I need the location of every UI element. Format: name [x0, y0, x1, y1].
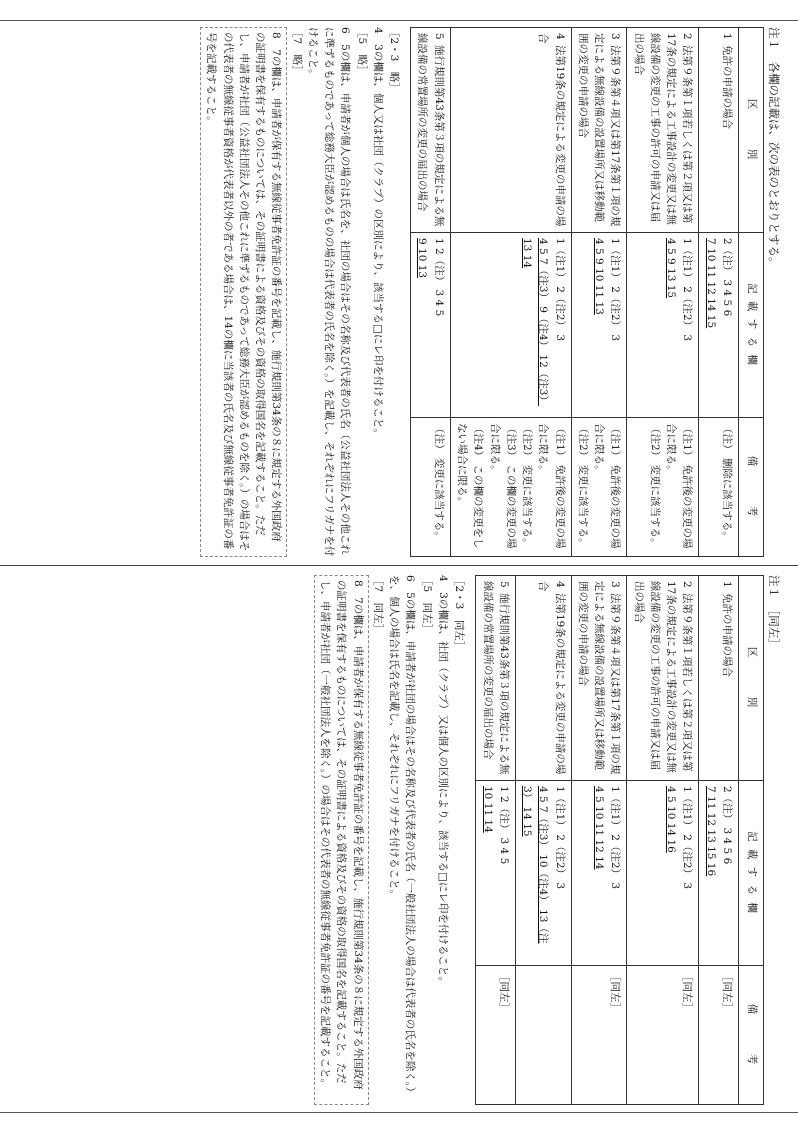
row-kubun: 5施行規則第43条第３項の規定による無線設備の常置場所の変更の届出の場合 [411, 28, 451, 233]
row-ran: 2（注） 3 4 5 6 7 10 11 12 14 15 [699, 233, 739, 418]
row-kubun: 2法第９条第１項若しくは第２項又は第17条の規定による工事設計の変更又は無線設備の変更の工事の許可の申請又は届出の場合 [627, 28, 699, 233]
row-kubun: 4法第19条の規定による変更の申請の場合 [515, 576, 571, 781]
column-ran: 記 載 す る 欄 [739, 233, 764, 418]
row-biko: ［同左］ [699, 966, 739, 1105]
row-ran: 1 2（注） 3 4 5 9 10 13 [411, 233, 451, 418]
table-row [450, 28, 571, 557]
column-kubun: 区 別 [739, 28, 764, 233]
note-line: ［2・3 略］ [388, 27, 401, 93]
row-biko [515, 966, 571, 1105]
panel-current [14, 575, 784, 1105]
row-ran: 1（注1） 2（注2） 3 4 5 7（注3） 9（注4） 12（注3） 13 14 [450, 233, 571, 418]
note-line: ［2・3 同左］ [453, 575, 466, 652]
row-ran: 1（注1） 2（注2） 3 4 5 10 14 16 [627, 781, 699, 966]
note-line: 6 5の欄は、申請者が個人の場合は氏名を、社団の場合はその名称及び代表者の氏名（公益社団法人その他これに準ずるものであって総務大臣が認めるものの場合は代表者の氏名を除く。）を記載し、それぞれにフリガナを付けること。 [306, 27, 352, 557]
table-row [571, 28, 627, 557]
row-biko: （注1） 免許後の変更の場合に限る。 （注2） 変更に該当する。 [571, 418, 627, 557]
column-kubun: 区 別 [739, 576, 764, 781]
row-kubun: 3法第９条第４項又は第17条第１項の規定による無線設備の設置場所又は移動範囲の変更の申請の場合 [571, 576, 627, 781]
table-row [411, 28, 451, 557]
note-heading: 注１ ［同左］ [767, 575, 781, 650]
note-line: 8 7の欄は、申請者が保有する無線従事者免許証の番号を記載し、施行規則第34条の８に規定する外国政府の証明書を保有するものについては、その証明書による資格及びその資格の取得国名を記載すること。ただし、申請者が社団（公益社団法人その他これに準ずるものであって総務大臣が認めるものを除く。）の場合はその代表者の無線従事者資格が代表者以外の者である場合は、14の欄に当該者の氏名及び無線従事者免許証の番号を記載すること。 [205, 32, 283, 552]
entry-table [475, 575, 764, 1105]
row-ran: 1 2（注） 3 4 5 10 11 14 [476, 781, 516, 966]
row-biko: （注） 删除に該当する。 [699, 418, 739, 557]
row-biko: （注） 変更に該当する。 [411, 418, 451, 557]
row-biko: ［同左］ [627, 966, 699, 1105]
row-biko: ［同左］ [476, 966, 516, 1105]
row-ran: 1（注1） 2（注2） 3 4 5 7（注3） 10（注4） 13（注3） 14 15 [515, 781, 571, 966]
table-row [627, 28, 699, 557]
dashed-note-box [314, 575, 369, 1105]
table-row [699, 28, 739, 557]
row-biko: （注1） 免許後の変更の場合に限る。 （注2） 変更に該当する。 [627, 418, 699, 557]
row-biko: （注1） 免許後の変更の場合に限る。 （注2） 変更に該当する。 （注3） この欄の変更の場合に限る。 （注4） この欄の変更をしない場合に限る。 [450, 418, 571, 557]
column-biko: 備 考 [739, 418, 764, 557]
panel-amended [14, 27, 784, 557]
note-line: ［5 同左］ [420, 575, 433, 635]
row-kubun: 1免許の申請の場合 [699, 576, 739, 781]
row-ran: 1（注1） 2（注2） 3 4 5 10 11 12 14 [571, 781, 627, 966]
table-row [627, 576, 699, 1105]
row-kubun: 5施行規則第43条第３項の規定による無線設備の常置場所の変更の届出の場合 [476, 576, 516, 781]
top-rule [0, 0, 798, 21]
notes-block [314, 575, 467, 1105]
row-kubun: 3法第９条第４項又は第17条第１項の規定による無線設備の設置場所又は移動範囲の変更の申請の場合 [571, 28, 627, 233]
bottom-rule [0, 1112, 798, 1113]
row-ran: 1（注1） 2（注2） 3 4 5 9 10 11 13 [571, 233, 627, 418]
dashed-note-box [200, 27, 287, 557]
table-row [476, 576, 516, 1105]
notes-block [200, 27, 402, 557]
note-line: 8 7の欄は、申請者が保有する無線従事者免許証の番号を記載し、施行規則第34条の８に規定する外国政府の証明書を保有するものについては、その証明書による資格及びその資格の取得国名を記載すること。ただし、申請者が社団（一般社団法人を除く。）の場合はその代表者の無線従事者免許証の番号を記載すること。 [319, 580, 364, 1090]
note-line: ［5 略］ [355, 27, 368, 76]
table-header-row [739, 576, 764, 1105]
row-kubun: 2法第９条第１項若しくは第２項又は第17条の規定による工事設計の変更又は無線設備の変更の工事の許可の申請又は届出の場合 [627, 576, 699, 781]
table-row [571, 576, 627, 1105]
column-biko: 備 考 [739, 966, 764, 1105]
note-line: ［7 同左］ [371, 575, 384, 635]
note-line: ［7 略］ [290, 27, 303, 76]
table-row [699, 576, 739, 1105]
note-line: 4 3の欄は、個人又は社団（クラブ）の区別により、該当する□にレ印を付けること。 [371, 27, 384, 439]
note-line: 6 5の欄は、申請者が社団の場合はその名称及び代表者の氏名（一般社団法人の場合は代表者の氏名を除く。）を、個人の場合は氏名を記載し、それぞれにフリガナを付けること。 [388, 575, 417, 1098]
row-kubun: 4法第19条の規定による変更の申請の場合 [450, 28, 571, 233]
note-heading: 注１ 各欄の記載は、次の表のとおりとする。 [767, 27, 781, 269]
row-ran: 1（注1） 2（注2） 3 4 5 9 13 15 [627, 233, 699, 418]
entry-table [410, 27, 764, 557]
row-kubun: 1免許の申請の場合 [699, 28, 739, 233]
table-header-row [739, 28, 764, 557]
middle-rule [0, 565, 798, 566]
row-ran: 2（注） 3 4 5 6 7 11 12 13 15 16 [699, 781, 739, 966]
note-line: 4 3の欄は、社団（クラブ）又は個人の区別により、該当する□にレ印を付けること。 [437, 575, 450, 987]
row-biko: ［同左］ [571, 966, 627, 1105]
column-ran: 記 載 す る 欄 [739, 781, 764, 966]
table-row [515, 576, 571, 1105]
